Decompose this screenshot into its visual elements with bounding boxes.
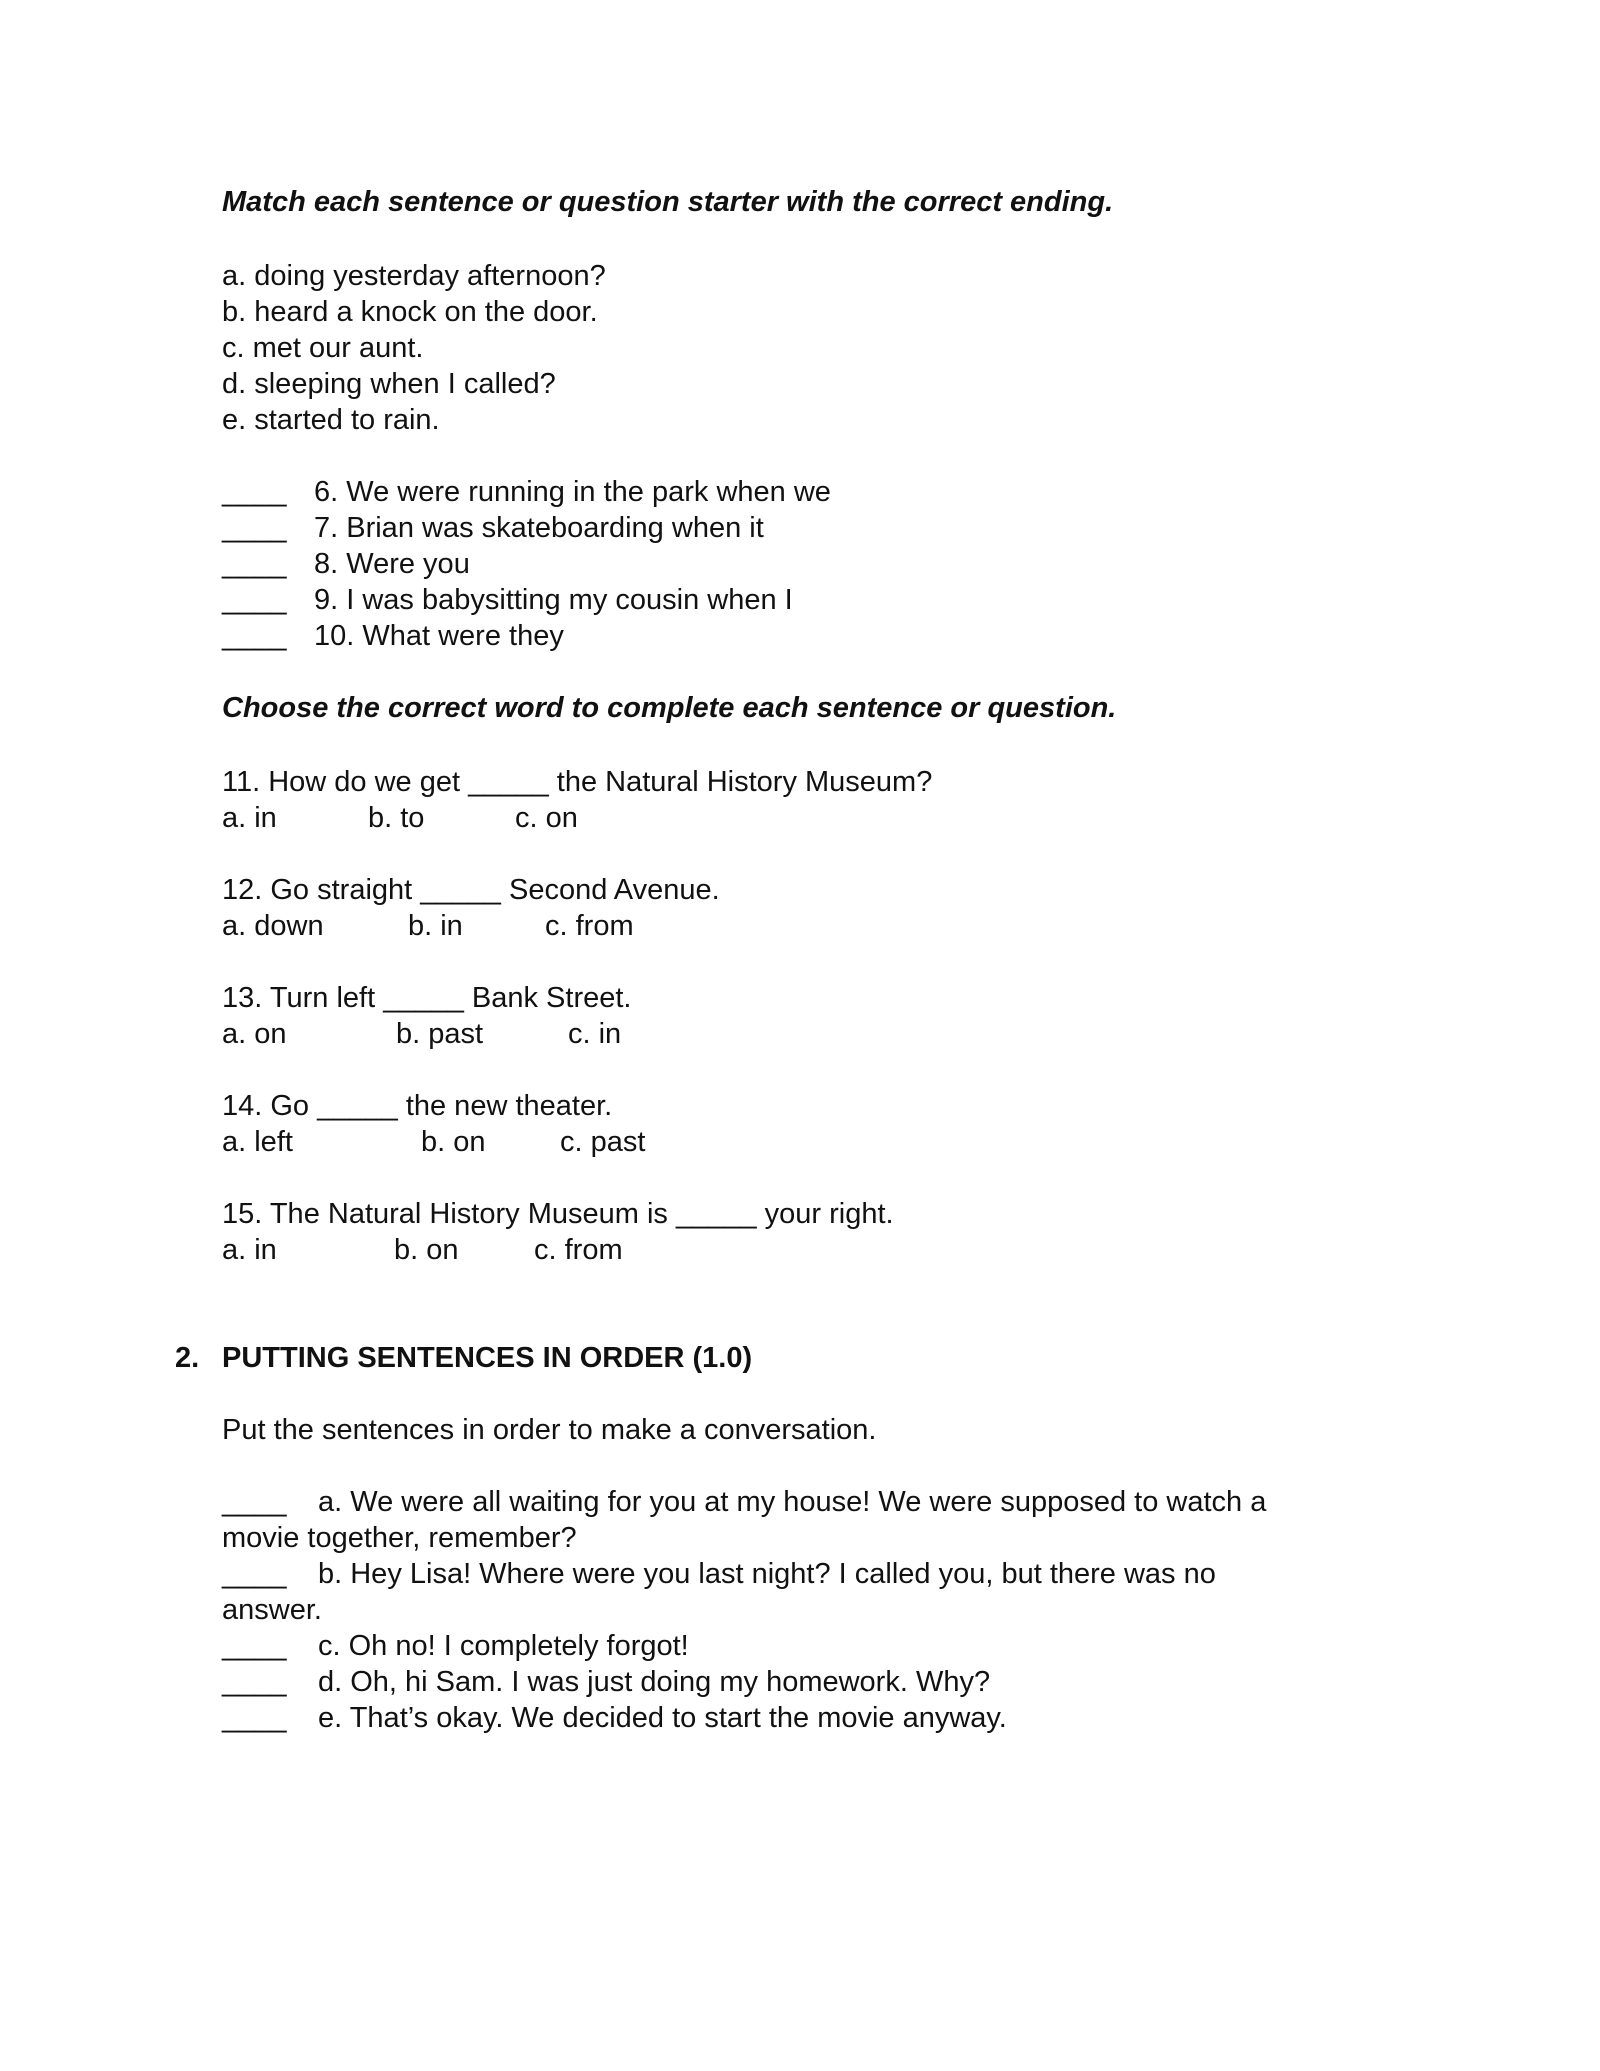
question-14: 14. Go _____ the new theater. — [222, 1090, 613, 1122]
conversation-item-a — [222, 1484, 1266, 1520]
answer-blank[interactable]: ____ — [222, 512, 287, 544]
option-b[interactable]: b. past — [396, 1018, 484, 1050]
answer-blank[interactable]: ____ — [222, 1702, 287, 1734]
conversation-item-c — [222, 1628, 689, 1664]
instruction-choose: Choose the correct word to complete each sentence or question. — [222, 692, 1117, 724]
starter-8 — [222, 546, 470, 582]
answer-blank[interactable]: ____ — [222, 1630, 287, 1662]
starter-9 — [222, 582, 793, 618]
item-text: e. That’s okay. We decided to start the movie anyway. — [318, 1702, 1007, 1734]
instruction-match: Match each sentence or question starter with the correct ending. — [222, 186, 1114, 218]
conversation-item-b — [222, 1556, 1216, 1592]
ending-e: e. started to rain. — [222, 404, 440, 436]
ending-a: a. doing yesterday afternoon? — [222, 260, 606, 292]
option-c[interactable]: c. from — [545, 910, 634, 942]
answer-blank[interactable]: ____ — [222, 1666, 287, 1698]
question-13: 13. Turn left _____ Bank Street. — [222, 982, 632, 1014]
option-c[interactable]: c. past — [560, 1126, 646, 1158]
option-b[interactable]: b. in — [408, 910, 463, 942]
option-c[interactable]: c. from — [534, 1234, 623, 1266]
option-a[interactable]: a. on — [222, 1018, 287, 1050]
starter-text: 9. I was babysitting my cousin when I — [314, 584, 793, 616]
ending-b: b. heard a knock on the door. — [222, 296, 598, 328]
answer-blank[interactable]: ____ — [222, 476, 287, 508]
option-b[interactable]: b. to — [368, 802, 425, 834]
ending-d: d. sleeping when I called? — [222, 368, 556, 400]
starter-text: 7. Brian was skateboarding when it — [314, 512, 764, 544]
starter-text: 6. We were running in the park when we — [314, 476, 831, 508]
item-text: d. Oh, hi Sam. I was just doing my homework. Why? — [318, 1666, 991, 1698]
question-15: 15. The Natural History Museum is _____ your right. — [222, 1198, 894, 1230]
answer-blank[interactable]: ____ — [222, 620, 287, 652]
question-12: 12. Go straight _____ Second Avenue. — [222, 874, 720, 906]
item-text: b. Hey Lisa! Where were you last night? I called you, but there was no — [318, 1558, 1216, 1590]
answer-blank[interactable]: ____ — [222, 1486, 287, 1518]
answer-blank[interactable]: ____ — [222, 584, 287, 616]
option-a[interactable]: a. down — [222, 910, 324, 942]
item-text: c. Oh no! I completely forgot! — [318, 1630, 689, 1662]
conversation-item-d — [222, 1664, 990, 1700]
item-text: a. We were all waiting for you at my house! We were supposed to watch a — [318, 1486, 1267, 1518]
section-number: 2. — [175, 1342, 200, 1374]
answer-blank[interactable]: ____ — [222, 548, 287, 580]
starter-text: 10. What were they — [314, 620, 564, 652]
section-title: PUTTING SENTENCES IN ORDER (1.0) — [222, 1342, 753, 1374]
starter-text: 8. Were you — [314, 548, 470, 580]
option-b[interactable]: b. on — [421, 1126, 486, 1158]
conversation-item-e — [222, 1700, 1007, 1736]
option-c[interactable]: c. on — [515, 802, 578, 834]
option-a[interactable]: a. in — [222, 802, 277, 834]
starter-7 — [222, 510, 764, 546]
instruction-order: Put the sentences in order to make a conversation. — [222, 1414, 877, 1446]
option-a[interactable]: a. left — [222, 1126, 293, 1158]
option-c[interactable]: c. in — [568, 1018, 622, 1050]
ending-c: c. met our aunt. — [222, 332, 424, 364]
question-11: 11. How do we get _____ the Natural History Museum? — [222, 766, 933, 798]
option-a[interactable]: a. in — [222, 1234, 277, 1266]
starter-10 — [222, 618, 564, 654]
option-b[interactable]: b. on — [394, 1234, 459, 1266]
conversation-item-a-cont: movie together, remember? — [222, 1522, 577, 1554]
starter-6 — [222, 474, 831, 510]
conversation-item-b-cont: answer. — [222, 1594, 322, 1626]
answer-blank[interactable]: ____ — [222, 1558, 287, 1590]
